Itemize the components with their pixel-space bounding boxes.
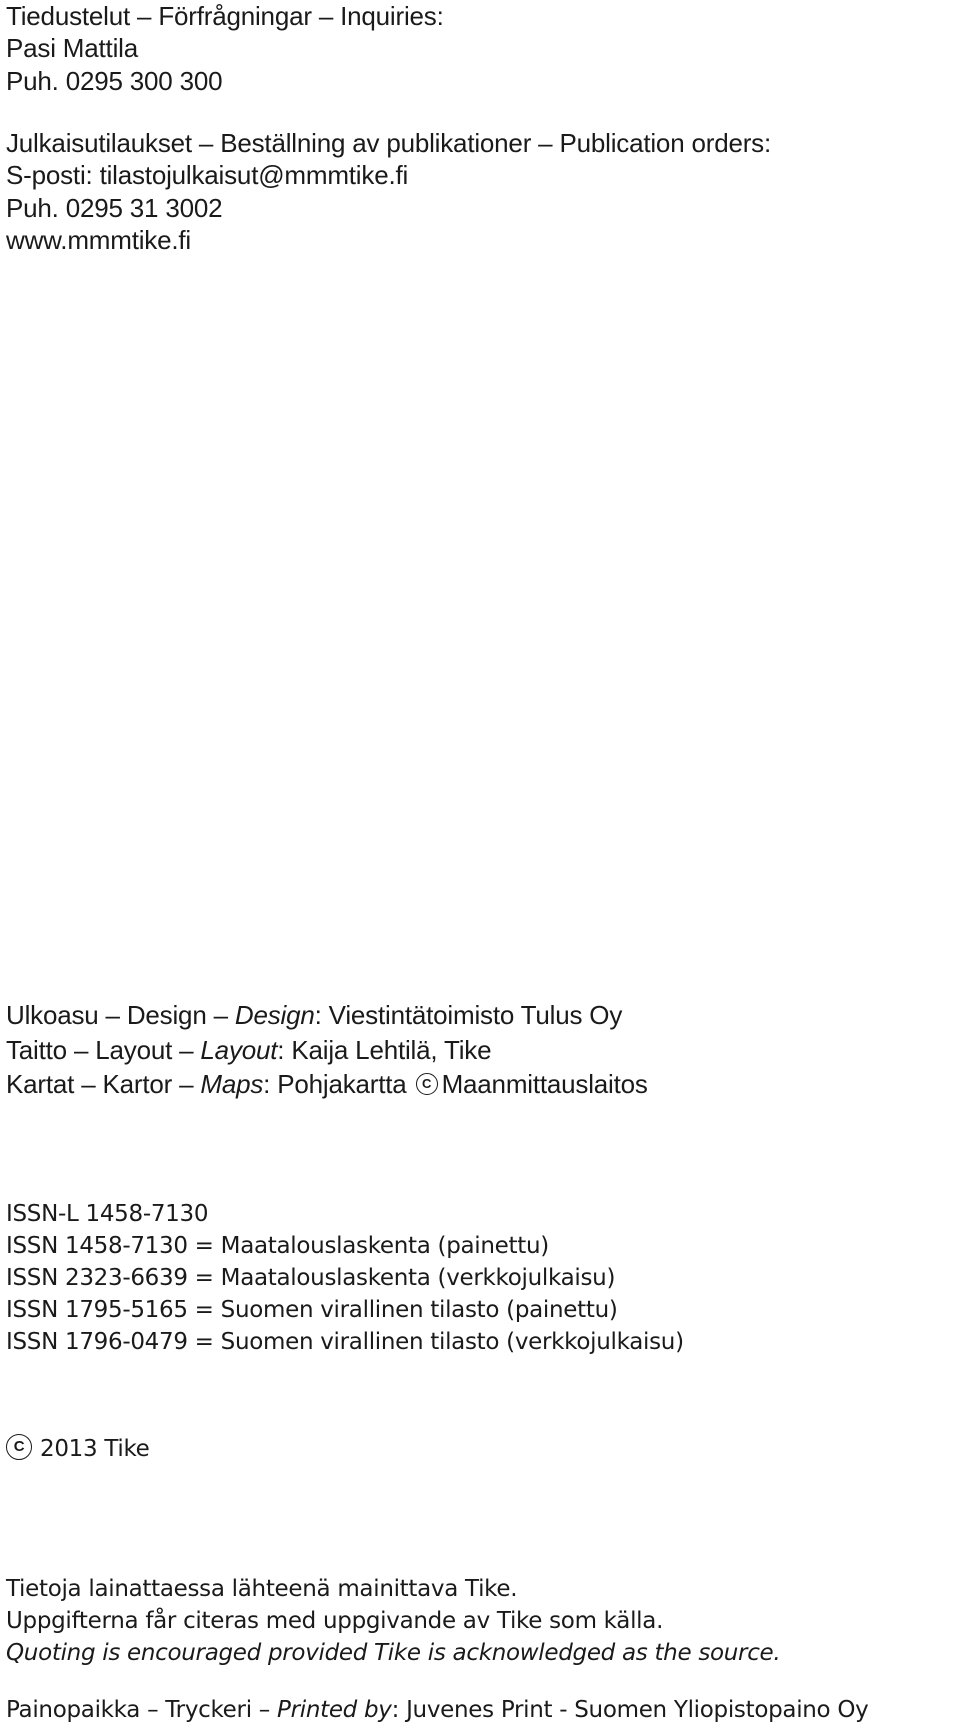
orders-website: www.mmmtike.fi xyxy=(6,225,191,256)
design-value: : Viestintätoimisto Tulus Oy xyxy=(314,1000,623,1030)
orders-phone: Puh. 0295 31 3002 xyxy=(6,192,223,223)
contact-phone: Puh. 0295 300 300 xyxy=(6,65,223,96)
orders-email: S-posti: tilastojulkaisut@mmmtike.fi xyxy=(6,160,409,191)
issn-line: ISSN 2323-6639 = Maatalouslaskenta (verkkojulkaisu) xyxy=(6,1265,616,1291)
printer-prefix: Painopaikka – Tryckeri – xyxy=(6,1697,278,1723)
issn-section xyxy=(6,1198,960,1358)
credits-section xyxy=(6,998,960,1102)
printer-label-en: Printed by xyxy=(277,1697,392,1723)
copyright-text: 2013 Tike xyxy=(40,1436,150,1462)
quoting-en: Quoting is encouraged provided Tike is acknowledged as the source. xyxy=(6,1640,781,1666)
issn-line: ISSN 1458-7130 = Maatalouslaskenta (painettu) xyxy=(6,1233,549,1259)
contact-name: Pasi Mattila xyxy=(6,33,138,64)
issn-line: ISSN 1795-5165 = Suomen virallinen tilasto (painettu) xyxy=(6,1297,618,1323)
printer-credit xyxy=(6,1694,960,1726)
orders-heading: Julkaisutilaukset – Beställning av publikationer – Publication orders: xyxy=(6,128,771,158)
inquiries-section xyxy=(6,0,960,97)
layout-credit xyxy=(6,1033,960,1068)
layout-prefix: Taitto – Layout – xyxy=(6,1034,201,1065)
maps-credit xyxy=(6,1067,960,1102)
quoting-sv: Uppgifterna får citeras med uppgivande av Tike som källa. xyxy=(6,1608,664,1634)
maps-label-en: Maps xyxy=(200,1069,264,1100)
printer-section xyxy=(6,1694,960,1726)
issn-line: ISSN-L 1458-7130 xyxy=(6,1201,209,1227)
quoting-fi: Tietoja lainattaessa lähteenä mainittava Tike. xyxy=(6,1576,518,1602)
issn-line: ISSN 1796-0479 = Suomen virallinen tilasto (verkkojulkaisu) xyxy=(6,1329,684,1355)
design-label-en: Design xyxy=(234,1000,315,1030)
quoting-section xyxy=(6,1573,960,1669)
copyright-section xyxy=(6,1433,960,1465)
maps-value: : Pohjakartta xyxy=(263,1069,407,1100)
publication-orders-section xyxy=(6,127,960,257)
copyright-icon xyxy=(6,1434,32,1460)
design-credit xyxy=(6,998,960,1033)
inquiries-heading: Tiedustelut – Förfrågningar – Inquiries: xyxy=(6,1,444,31)
copyright-icon xyxy=(416,1073,438,1095)
layout-value: : Kaija Lehtilä, Tike xyxy=(277,1034,492,1065)
printer-value: : Juvenes Print - Suomen Yliopistopaino Oy xyxy=(391,1697,869,1723)
maps-prefix: Kartat – Kartor – xyxy=(6,1069,201,1100)
layout-label-en: Layout xyxy=(200,1034,278,1065)
maps-owner: Maanmittauslaitos xyxy=(441,1069,648,1100)
design-prefix: Ulkoasu – Design – xyxy=(6,1000,235,1030)
